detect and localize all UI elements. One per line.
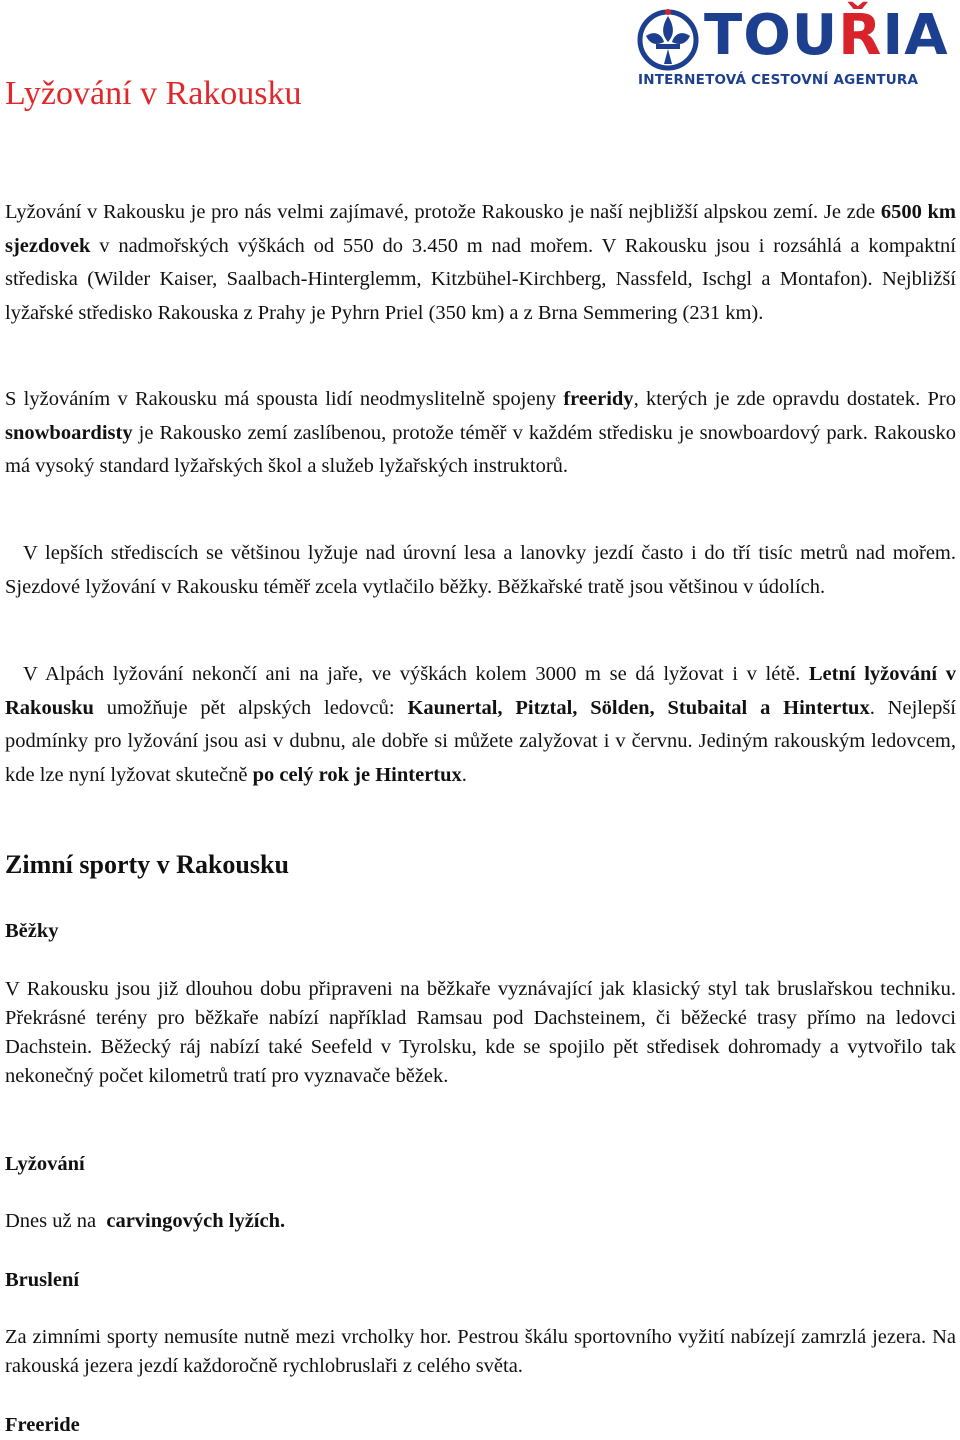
bezky-heading: Běžky xyxy=(5,920,59,942)
fleur-de-lis-compass-icon xyxy=(634,8,704,72)
lyzovani-heading: Lyžování xyxy=(5,1153,85,1175)
intro-paragraph-1: Lyžování v Rakousku je pro nás velmi zajímavé, protože Rakousko je naší nejbližší alpskou zemí. Je zde 6500 km sjezdovek v nadmořských výškách od 550 do 3.450 m nad mořem. V Rakousku jsou i rozsáhlá a kompaktní střediska (Wilder Kaiser, Saalbach-Hinterglemm, Kitzbühel-Kirchberg, Nassfeld, Ischgl a Montafon). Nejbližší lyžařské středisko Rakouska z Prahy je Pyhrn Priel (350 km) a z Brna Semmering (231 km). xyxy=(5,201,956,324)
section-heading: Zimní sporty v Rakousku xyxy=(5,850,289,879)
intro-paragraph-4: V Alpách lyžování nekončí ani na jaře, ve výškách kolem 3000 m se dá lyžovat i v létě. Letní lyžování v Rakousku umožňuje pět alpských ledovců: Kaunertal, Pitztal, Sölden, Stubaital a Hintertux. Nejlepší podmínky pro lyžování jsou asi v dubnu, ale dobře si můžete zalyžovat i v červnu. Jediným rakouským ledovcem, kde lze nyní lyžovat skutečně po celý rok je Hintertux. xyxy=(5,663,957,786)
bezky-paragraph: V Rakousku jsou již dlouhou dobu připraveni na běžkaře vyznávající jak klasický styl tak bruslařskou techniku. Překrásné terény pro běžkaře nabízí například Ramsau pod Dachsteinem, či běžecké trasy přímo na ledovci Dachstein. Běžecký ráj nabízí také Seefeld v Tyrolsku, kde se spojilo pět středisek dohromady a vytvořilo tak nekonečný počet kilometrů tratí pro vyznavače běžek. xyxy=(5,978,956,1087)
freeride-heading: Freeride xyxy=(5,1414,80,1436)
intro-paragraph-2: S lyžováním v Rakousku má spousta lidí neodmyslitelně spojeny freeridy, kterých je zde opravdu dostatek. Pro snowboardisty je Rakousko zemí zaslíbenou, protože téměř v každém středisku je snowboardový park. Rakousko má vysoký standard lyžařských škol a služeb lyžařských instruktorů. xyxy=(5,388,957,477)
bruslení-heading: Bruslení xyxy=(5,1269,80,1291)
bruslení-paragraph: Za zimními sporty nemusíte nutně mezi vrcholky hor. Pestrou škálu sportovního vyžití nabízejí zamrzlá jezera. Na rakouská jezera jezdí každoročně rychlobruslaři z celého světa. xyxy=(5,1326,956,1377)
intro-paragraph-3: V lepších střediscích se většinou lyžuje nad úrovní lesa a lanovky jezdí často i do tří tisíc metrů nad mořem. Sjezdové lyžování v Rakousku téměř zcela vytlačilo běžky. Běžkařské tratě jsou většinou v údolích. xyxy=(5,542,956,598)
logo-wordmark: TOUŘIA xyxy=(704,3,949,68)
touria-logo xyxy=(634,3,949,94)
logo-tagline: INTERNETOVÁ CESTOVNÍ AGENTURA xyxy=(638,72,919,88)
page-title: Lyžování v Rakousku xyxy=(5,75,302,112)
lyzovani-paragraph: Dnes už na carvingových lyžích. xyxy=(5,1210,286,1232)
